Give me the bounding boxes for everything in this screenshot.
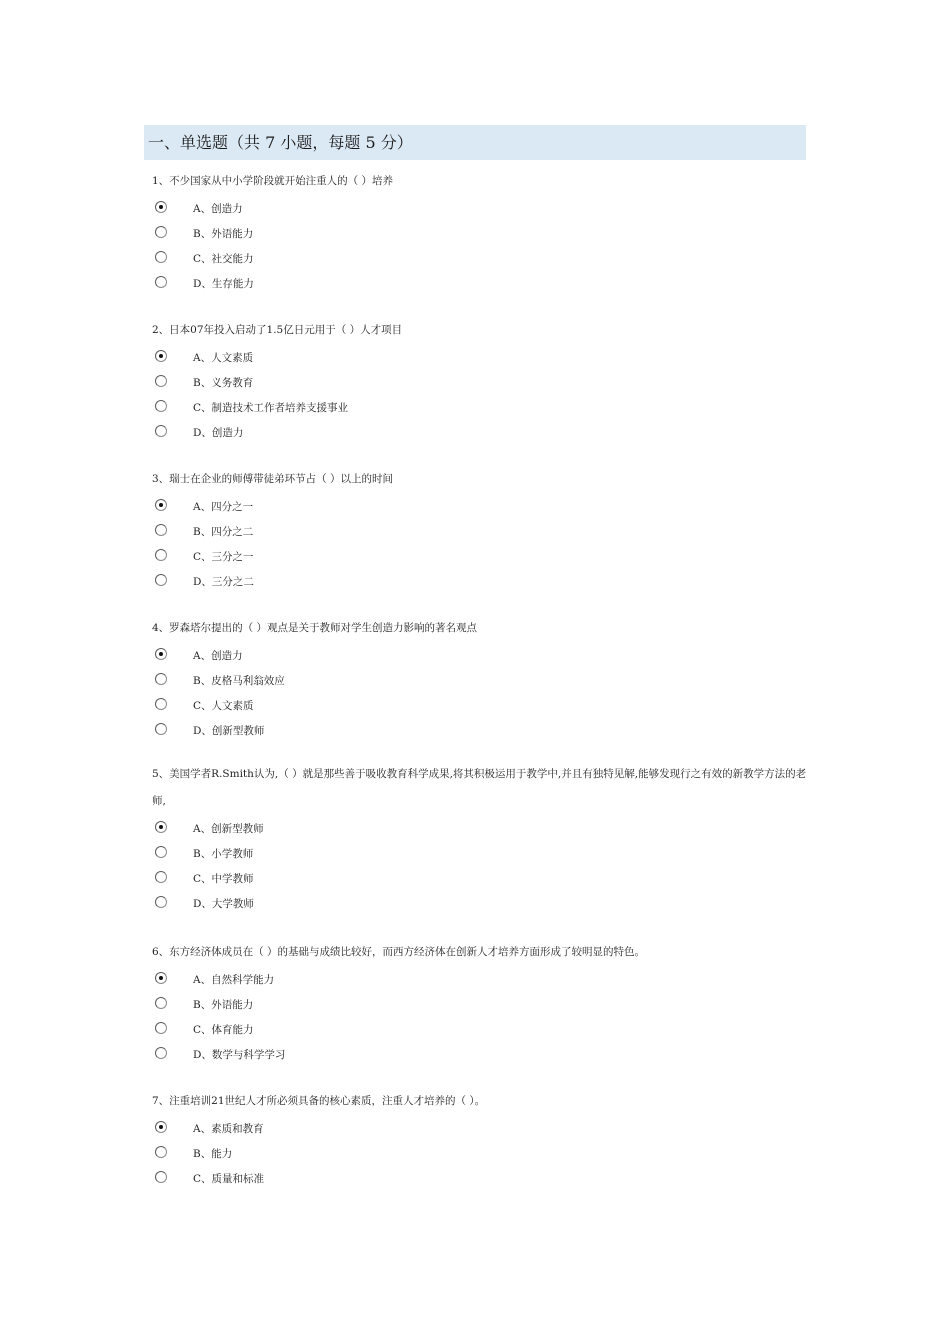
answer-option[interactable] [152,348,807,373]
option-label[interactable]: B、四分之二 [193,526,254,538]
radio-button[interactable] [155,400,167,412]
answer-option[interactable] [152,995,807,1020]
answer-option[interactable] [152,398,807,423]
question-6 [152,939,807,1070]
answer-option[interactable] [152,1119,807,1144]
question-1 [152,168,807,299]
option-label[interactable]: A、自然科学能力 [193,974,275,986]
radio-button[interactable] [155,723,167,735]
question-text: 7、注重培训21世纪人才所必须具备的核心素质，注重人才培养的（ ）。 [152,1095,486,1107]
question-text: 6、东方经济体成员在（ ）的基础与成绩比较好，而西方经济体在创新人才培养方面形成了较明显的特色。 [152,946,646,958]
option-label[interactable]: B、皮格马利翁效应 [193,675,285,687]
answer-option[interactable] [152,224,807,249]
answer-option[interactable] [152,869,807,894]
answer-option[interactable] [152,1169,807,1194]
radio-button[interactable] [155,226,167,238]
answer-option[interactable] [152,522,807,547]
option-label[interactable]: A、创新型教师 [193,823,264,835]
question-text: 2、日本07年投入启动了1.5亿日元用于（ ）人才项目 [152,324,403,336]
question-text: 3、瑞士在企业的师傅带徒弟环节占（ ）以上的时间 [152,473,394,485]
answer-option[interactable] [152,696,807,721]
answer-option[interactable] [152,547,807,572]
option-label[interactable]: C、中学教师 [193,873,254,885]
answer-option[interactable] [152,1045,807,1070]
answer-option[interactable] [152,249,807,274]
radio-button[interactable] [155,251,167,263]
radio-button[interactable] [155,1121,167,1133]
option-group [152,819,807,919]
answer-option[interactable] [152,572,807,597]
radio-button[interactable] [155,673,167,685]
question-2 [152,317,807,448]
option-label[interactable]: D、大学教师 [193,898,254,910]
option-group [152,497,807,597]
option-label[interactable]: D、创造力 [193,427,244,439]
radio-button[interactable] [155,499,167,511]
question-text: 4、罗森塔尔提出的（ ）观点是关于教师对学生创造力影响的著名观点 [152,622,478,634]
option-label[interactable]: B、小学教师 [193,848,254,860]
answer-option[interactable] [152,1144,807,1169]
option-label[interactable]: D、三分之二 [193,576,254,588]
radio-button[interactable] [155,375,167,387]
question-7 [152,1088,807,1194]
answer-option[interactable] [152,894,807,919]
question-text: 5、美国学者R.Smith认为,（ ）就是那些善于吸收教育科学成果,将其积极运用于教学中,并且有独特见解,能够发现行之有效的新教学方法的老师, [152,768,807,807]
radio-button[interactable] [155,648,167,660]
option-label[interactable]: C、三分之一 [193,551,254,563]
option-group [152,970,807,1070]
option-group [152,1119,807,1194]
radio-button[interactable] [155,425,167,437]
radio-button[interactable] [155,1171,167,1183]
option-label[interactable]: C、制造技术工作者培养支援事业 [193,402,349,414]
answer-option[interactable] [152,373,807,398]
section-header: 一、单选题（共 7 小题，每题 5 分） [144,125,806,160]
option-label[interactable]: A、人文素质 [193,352,254,364]
option-label[interactable]: C、质量和标准 [193,1173,265,1185]
radio-button[interactable] [155,1022,167,1034]
option-label[interactable]: C、社交能力 [193,253,254,265]
radio-button[interactable] [155,997,167,1009]
answer-option[interactable] [152,671,807,696]
option-label[interactable]: B、能力 [193,1148,233,1160]
radio-button[interactable] [155,574,167,586]
option-label[interactable]: D、创新型教师 [193,725,265,737]
option-label[interactable]: A、素质和教育 [193,1123,264,1135]
option-label[interactable]: A、创造力 [193,650,243,662]
answer-option[interactable] [152,497,807,522]
radio-button[interactable] [155,549,167,561]
answer-option[interactable] [152,274,807,299]
option-label[interactable]: B、外语能力 [193,228,254,240]
question-5 [152,761,807,919]
option-label[interactable]: C、人文素质 [193,700,254,712]
radio-button[interactable] [155,201,167,213]
option-label[interactable]: A、四分之一 [193,501,254,513]
radio-button[interactable] [155,896,167,908]
answer-option[interactable] [152,646,807,671]
option-group [152,646,807,746]
option-label[interactable]: D、数学与科学学习 [193,1049,286,1061]
radio-button[interactable] [155,276,167,288]
answer-option[interactable] [152,970,807,995]
radio-button[interactable] [155,1146,167,1158]
option-group [152,199,807,299]
option-label[interactable]: D、生存能力 [193,278,254,290]
question-4 [152,615,807,746]
answer-option[interactable] [152,844,807,869]
option-label[interactable]: C、体育能力 [193,1024,254,1036]
option-label[interactable]: A、创造力 [193,203,243,215]
radio-button[interactable] [155,698,167,710]
answer-option[interactable] [152,721,807,746]
option-label[interactable]: B、义务教育 [193,377,254,389]
radio-button[interactable] [155,1047,167,1059]
question-text: 1、不少国家从中小学阶段就开始注重人的（ ）培养 [152,175,394,187]
radio-button[interactable] [155,350,167,362]
radio-button[interactable] [155,524,167,536]
answer-option[interactable] [152,819,807,844]
question-3 [152,466,807,597]
radio-button[interactable] [155,871,167,883]
radio-button[interactable] [155,846,167,858]
option-group [152,348,807,448]
answer-option[interactable] [152,1020,807,1045]
radio-button[interactable] [155,821,167,833]
answer-option[interactable] [152,423,807,448]
option-label[interactable]: B、外语能力 [193,999,254,1011]
radio-button[interactable] [155,972,167,984]
answer-option[interactable] [152,199,807,224]
